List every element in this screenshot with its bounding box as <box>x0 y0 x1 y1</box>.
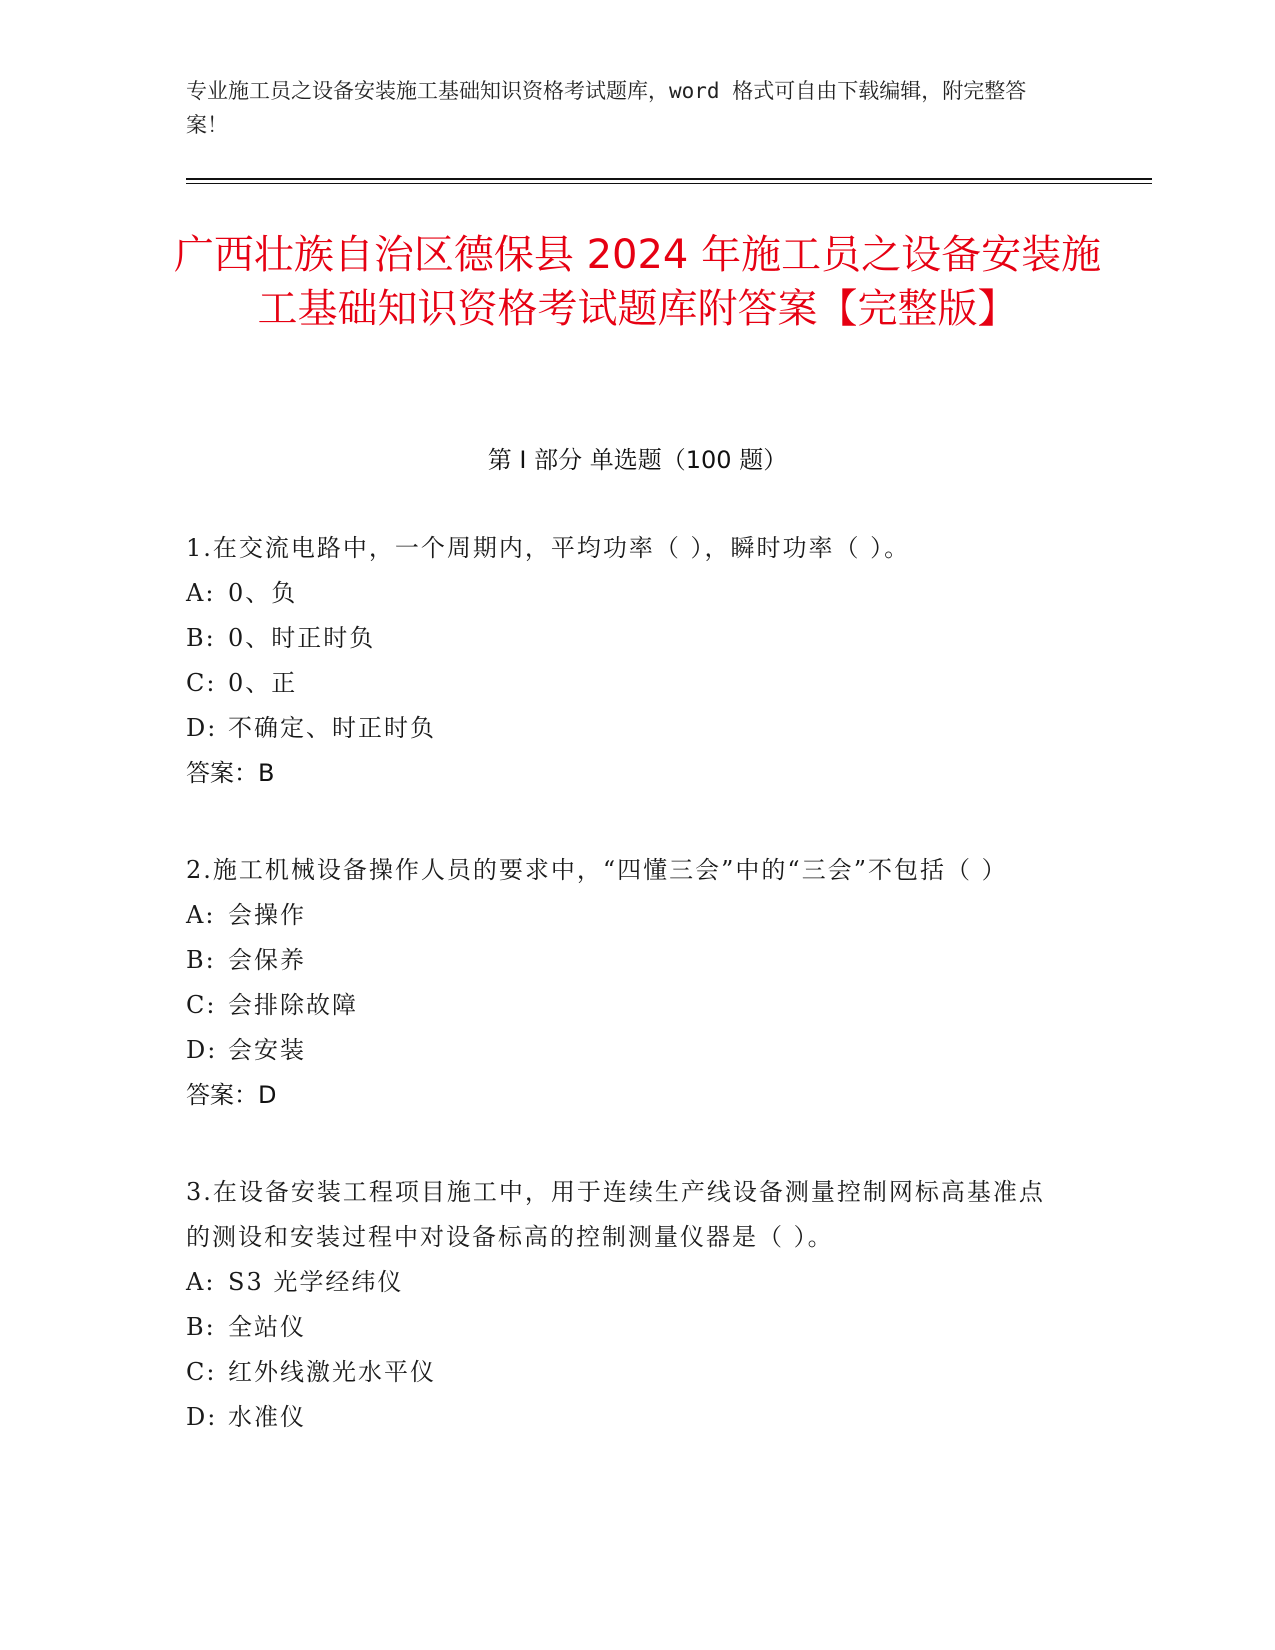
option-letter: D: <box>186 1036 218 1064</box>
question-stem: 3.在设备安装工程项目施工中，用于连续生产线设备测量控制网标高基准点的测设和安装过程中对设备标高的控制测量仪器是（ ）。 <box>186 1178 1045 1251</box>
section-heading: 第 I 部分 单选题（100 题） <box>487 446 788 474</box>
option-text: 红外线激光水平仪 <box>228 1358 436 1386</box>
option-text: 会保养 <box>228 946 306 974</box>
option-text: 会安装 <box>228 1036 306 1064</box>
answer-value: B <box>258 759 275 787</box>
option-letter: D: <box>186 714 218 742</box>
option-letter: A: <box>186 901 216 929</box>
option-text: 0、负 <box>228 579 298 607</box>
question-1 <box>186 526 1066 796</box>
option-letter: A: <box>186 1268 216 1296</box>
option-b <box>186 616 1066 661</box>
answer-line <box>186 1073 1066 1118</box>
option-letter: C: <box>186 991 217 1019</box>
option-d <box>186 1028 1066 1073</box>
option-c <box>186 1350 1066 1395</box>
option-text: 全站仪 <box>228 1313 306 1341</box>
option-a <box>186 1260 1066 1305</box>
option-d <box>186 1395 1066 1440</box>
option-letter: C: <box>186 1358 217 1386</box>
header-note: 专业施工员之设备安装施工基础知识资格考试题库，word 格式可自由下载编辑，附完整答案！ <box>186 79 1027 137</box>
option-a <box>186 571 1066 616</box>
answer-line <box>186 751 1066 796</box>
option-text: 会操作 <box>228 901 306 929</box>
option-text: 水准仪 <box>228 1403 306 1431</box>
option-letter: B: <box>186 624 216 652</box>
question-stem: 2.施工机械设备操作人员的要求中，“四懂三会”中的“三会”不包括（ ） <box>186 856 1008 884</box>
option-letter: B: <box>186 1313 216 1341</box>
question-3 <box>186 1170 1066 1440</box>
option-letter: A: <box>186 579 216 607</box>
option-text: 会排除故障 <box>228 991 358 1019</box>
option-c <box>186 983 1066 1028</box>
option-text: 0、时正时负 <box>228 624 376 652</box>
option-b <box>186 938 1066 983</box>
option-letter: C: <box>186 669 217 697</box>
option-d <box>186 706 1066 751</box>
answer-label: 答案： <box>186 1081 258 1109</box>
question-stem: 1.在交流电路中，一个周期内，平均功率（ ），瞬时功率（ ）。 <box>186 534 911 562</box>
option-letter: B: <box>186 946 216 974</box>
answer-label: 答案： <box>186 759 258 787</box>
option-text: 不确定、时正时负 <box>228 714 436 742</box>
option-a <box>186 893 1066 938</box>
question-list <box>186 526 1066 1492</box>
option-c <box>186 661 1066 706</box>
option-text: S3 光学经纬仪 <box>228 1268 404 1296</box>
document-title: 广西壮族自治区德保县 2024 年施工员之设备安装施工基础知识资格考试题库附答案【完整版】 <box>173 232 1102 332</box>
question-2 <box>186 848 1066 1118</box>
header-divider-thick <box>186 178 1152 180</box>
header-divider-thin <box>186 183 1152 184</box>
option-text: 0、正 <box>228 669 298 697</box>
answer-value: D <box>258 1081 277 1109</box>
option-letter: D: <box>186 1403 218 1431</box>
option-b <box>186 1305 1066 1350</box>
